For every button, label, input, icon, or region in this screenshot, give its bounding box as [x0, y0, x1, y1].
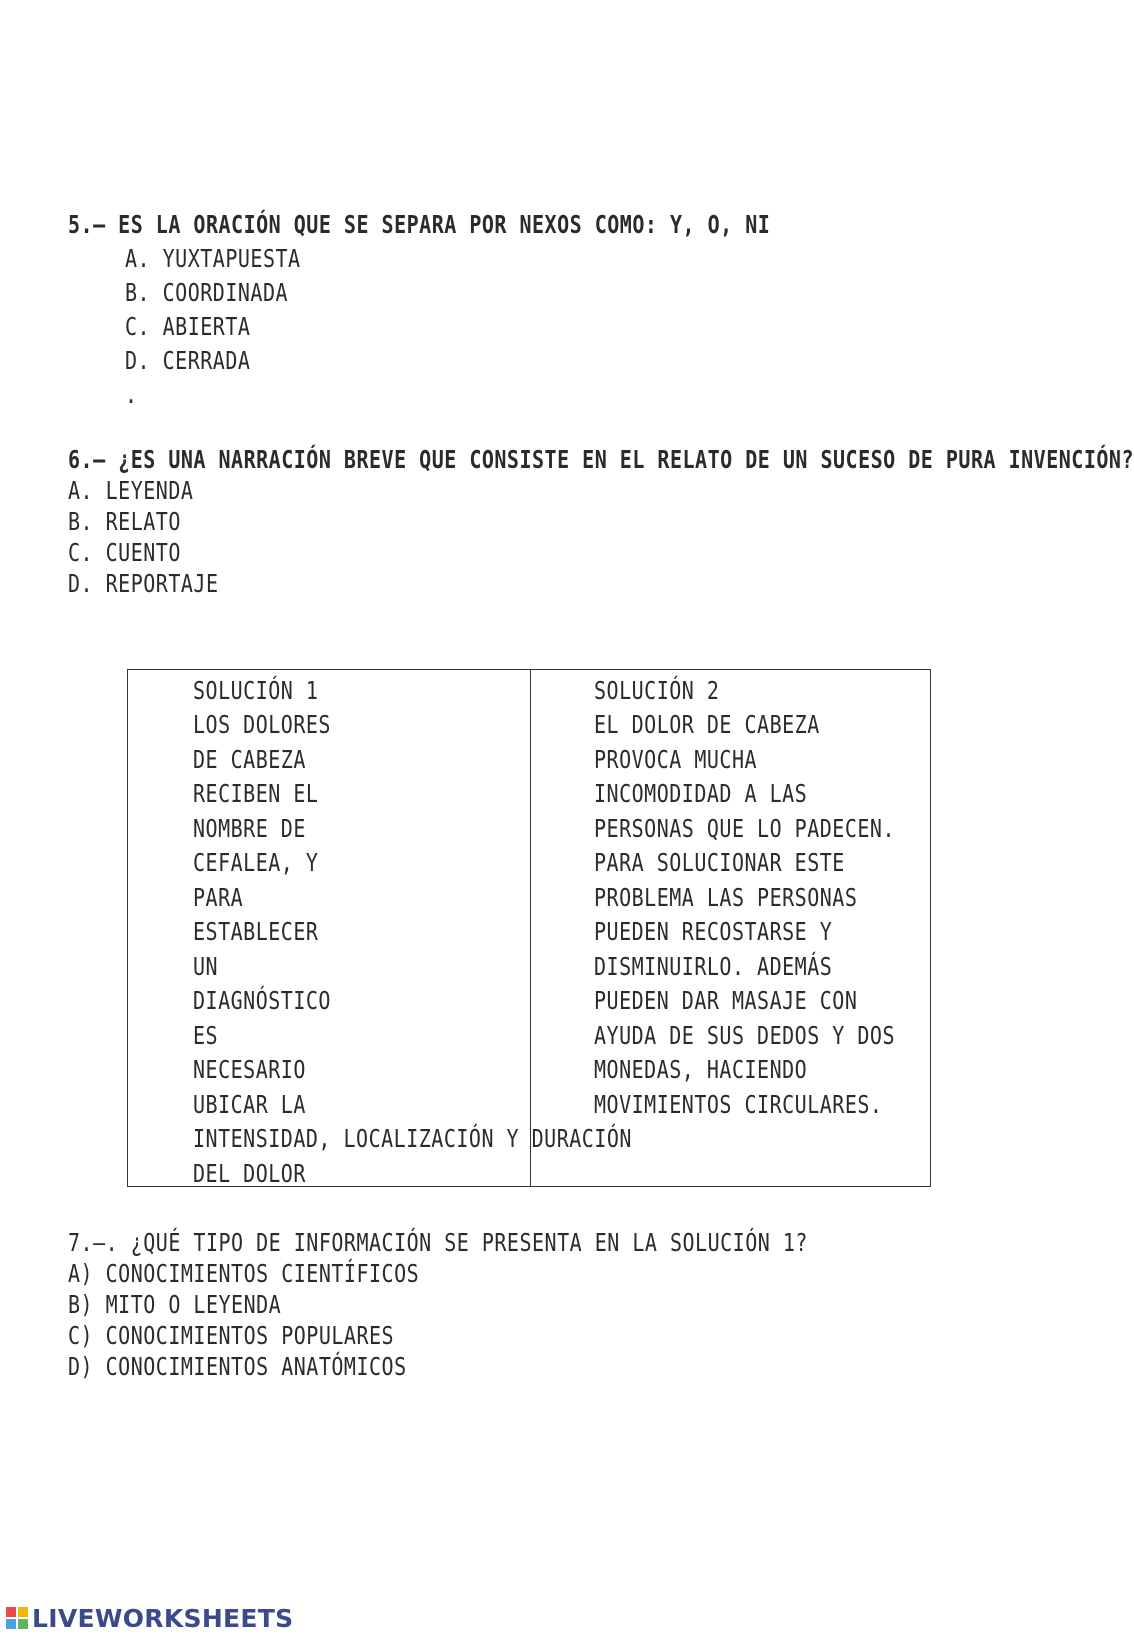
solution-2-line: DISMINUIRLO. ADEMÁS: [594, 951, 833, 982]
question-5-option-a[interactable]: A. YUXTAPUESTA: [125, 243, 301, 274]
solution-1-line: RECIBEN EL: [193, 778, 319, 809]
solution-1-line: SOLUCIÓN 1: [193, 675, 319, 706]
question-6-option-a[interactable]: A. LEYENDA: [68, 475, 194, 506]
solution-1-line: NOMBRE DE: [193, 813, 306, 844]
question-5-option-b[interactable]: B. COORDINADA: [125, 277, 289, 308]
logo-squares-icon: [6, 1607, 28, 1629]
solution-2-line: EL DOLOR DE CABEZA: [594, 709, 820, 740]
solution-1-line: ES: [193, 1020, 219, 1051]
question-7-option-b[interactable]: B) MITO O LEYENDA: [68, 1289, 282, 1320]
logo-square: [18, 1619, 28, 1629]
question-5-title: 5.– ES LA ORACIÓN QUE SE SEPARA POR NEXOS COMO: Y, O, NI: [68, 209, 771, 240]
solution-2-line: PUEDEN DAR MASAJE CON: [594, 985, 858, 1016]
solution-2-line: PUEDEN RECOSTARSE Y: [594, 916, 833, 947]
solution-2-line: PERSONAS QUE LO PADECEN.: [594, 813, 895, 844]
question-7-title: 7.–. ¿QUÉ TIPO DE INFORMACIÓN SE PRESENTA EN LA SOLUCIÓN 1?: [68, 1227, 808, 1258]
logo-square: [18, 1607, 28, 1617]
question-5-option-c[interactable]: C. ABIERTA: [125, 311, 251, 342]
liveworksheets-logo[interactable]: [6, 1603, 293, 1633]
solution-2-line: PARA SOLUCIONAR ESTE: [594, 847, 845, 878]
solution-1-line: CEFALEA, Y: [193, 847, 319, 878]
solution-2-line: MOVIMIENTOS CIRCULARES.: [594, 1089, 883, 1120]
question-7-option-a[interactable]: A) CONOCIMIENTOS CIENTÍFICOS: [68, 1258, 420, 1289]
logo-square: [6, 1619, 16, 1629]
solution-1-line: DE CABEZA: [193, 744, 306, 775]
solution-1-line: DIAGNÓSTICO: [193, 985, 331, 1016]
question-7-option-d[interactable]: D) CONOCIMIENTOS ANATÓMICOS: [68, 1351, 407, 1382]
question-6-option-d[interactable]: D. REPORTAJE: [68, 568, 219, 599]
question-5-trailing-mark: .: [125, 379, 138, 410]
solution-1-line: UN: [193, 951, 219, 982]
solution-1-line: DEL DOLOR: [193, 1158, 306, 1189]
solutions-table: [127, 669, 931, 1187]
solution-2-line: SOLUCIÓN 2: [594, 675, 720, 706]
question-7-option-c[interactable]: C) CONOCIMIENTOS POPULARES: [68, 1320, 395, 1351]
solution-1-line: INTENSIDAD, LOCALIZACIÓN Y DURACIÓN: [193, 1123, 632, 1154]
solution-1-line: NECESARIO: [193, 1054, 306, 1085]
solution-1-line: PARA: [193, 882, 244, 913]
solution-2-line: PROVOCA MUCHA: [594, 744, 758, 775]
question-6-option-c[interactable]: C. CUENTO: [68, 537, 181, 568]
question-5-option-d[interactable]: D. CERRADA: [125, 345, 251, 376]
solution-1-line: ESTABLECER: [193, 916, 319, 947]
table-column-divider: [530, 670, 531, 1186]
logo-text: LIVEWORKSHEETS: [32, 1603, 294, 1633]
solution-1-line: UBICAR LA: [193, 1089, 306, 1120]
logo-square: [6, 1607, 16, 1617]
question-6-title: 6.– ¿ES UNA NARRACIÓN BREVE QUE CONSISTE EN EL RELATO DE UN SUCESO DE PURA INVENCIÓN?: [68, 444, 1134, 475]
question-6-option-b[interactable]: B. RELATO: [68, 506, 181, 537]
solution-2-line: INCOMODIDAD A LAS: [594, 778, 808, 809]
solution-2-line: MONEDAS, HACIENDO: [594, 1054, 808, 1085]
solution-1-line: LOS DOLORES: [193, 709, 331, 740]
solution-2-line: AYUDA DE SUS DEDOS Y DOS: [594, 1020, 895, 1051]
solution-2-line: PROBLEMA LAS PERSONAS: [594, 882, 858, 913]
